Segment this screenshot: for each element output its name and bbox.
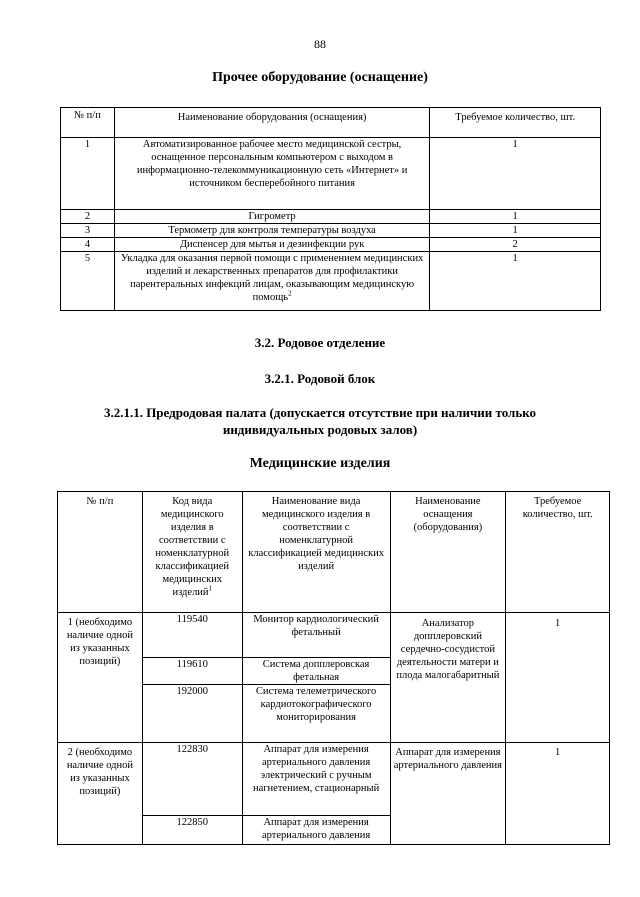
item-code: 119540 (142, 613, 242, 658)
table-header-row (58, 492, 610, 613)
group-qty: 1 (506, 613, 610, 743)
table-row (58, 613, 610, 658)
row-name: Гигрометр (114, 210, 429, 224)
row-num: 3 (61, 224, 115, 238)
medical-devices-table (57, 491, 610, 845)
item-name: Монитор кардиологический фетальный (242, 613, 390, 658)
header-name: Наименование вида медицинского изделия в соответствии с номенклатурной классификацией медицинских изделий (242, 492, 390, 613)
item-name: Система допплеровская фетальная (242, 658, 390, 685)
row-name: Автоматизированное рабочее место медицинской сестры, оснащенное персональным компьютером с выходом в информационно-телекоммуникационную сеть «Интернет» и источником бесперебойного питания (114, 138, 429, 210)
row-name-text: Укладка для оказания первой помощи с применением медицинских изделий и лекарственных препаратов для профилактики парентеральных инфекций лицам, оказывающим медицинскую помощь (120, 253, 424, 303)
item-name: Аппарат для измерения артериального давления электрический с ручным нагнетением, стационарный (242, 743, 390, 816)
row-name: Термометр для контроля температуры воздуха (114, 224, 429, 238)
group-equipment: Анализатор допплеровский сердечно-сосудистой деятельности матери и плода малогабаритный (390, 613, 506, 743)
table-row (61, 138, 601, 210)
row-num: 5 (61, 252, 115, 311)
table-header-row (61, 108, 601, 138)
other-equipment-table (60, 107, 601, 311)
heading-3-2-1: 3.2.1. Родовой блок (264, 371, 376, 386)
header-code (142, 492, 242, 613)
row-name: Диспенсер для мытья и дезинфекции рук (114, 238, 429, 252)
header-num: № п/п (61, 108, 115, 138)
group-num: 2 (необходимо наличие одной из указанных позиций) (58, 743, 143, 845)
header-code-text: Код вида медицинского изделия в соответствии с номенклатурной классификацией медицинских изделий (155, 496, 230, 598)
heading-3-2: 3.2. Родовое отделение (254, 335, 386, 350)
header-equipment: Наименование оснащения (оборудования) (390, 492, 506, 613)
group-num: 1 (необходимо наличие одной из указанных позиций) (58, 613, 143, 743)
table-row (61, 224, 601, 238)
item-name: Система телеметрического кардиотокографического мониторирования (242, 685, 390, 743)
item-code: 119610 (142, 658, 242, 685)
item-code: 192000 (142, 685, 242, 743)
group-qty: 1 (506, 743, 610, 845)
page-number: 88 (314, 37, 326, 51)
table-row (61, 238, 601, 252)
row-qty: 1 (430, 224, 601, 238)
item-name: Аппарат для измерения артериального давления (242, 816, 390, 845)
table-row (58, 743, 610, 816)
section-title-medical-devices: Медицинские изделия (249, 456, 391, 471)
heading-3-2-1-1: 3.2.1.1. Предродовая палата (допускается отсутствие при наличии только индивидуальных родовых залов) (103, 405, 537, 437)
header-qty: Требуемое количество, шт. (506, 492, 610, 613)
row-num: 1 (61, 138, 115, 210)
section-title-other-equipment: Прочее оборудование (оснащение) (212, 70, 428, 85)
row-num: 2 (61, 210, 115, 224)
table-row (61, 210, 601, 224)
row-name (114, 252, 429, 311)
item-code: 122830 (142, 743, 242, 816)
header-name: Наименование оборудования (оснащения) (114, 108, 429, 138)
row-qty: 1 (430, 210, 601, 224)
footnote-marker: 1 (208, 584, 213, 593)
row-qty: 1 (430, 138, 601, 210)
row-qty: 2 (430, 238, 601, 252)
row-qty: 1 (430, 252, 601, 311)
item-code: 122850 (142, 816, 242, 845)
table-row (61, 252, 601, 311)
group-equipment: Аппарат для измерения артериального давления (390, 743, 506, 845)
header-qty: Требуемое количество, шт. (430, 108, 601, 138)
footnote-marker: 2 (288, 289, 292, 298)
row-num: 4 (61, 238, 115, 252)
header-num: № п/п (58, 492, 143, 613)
